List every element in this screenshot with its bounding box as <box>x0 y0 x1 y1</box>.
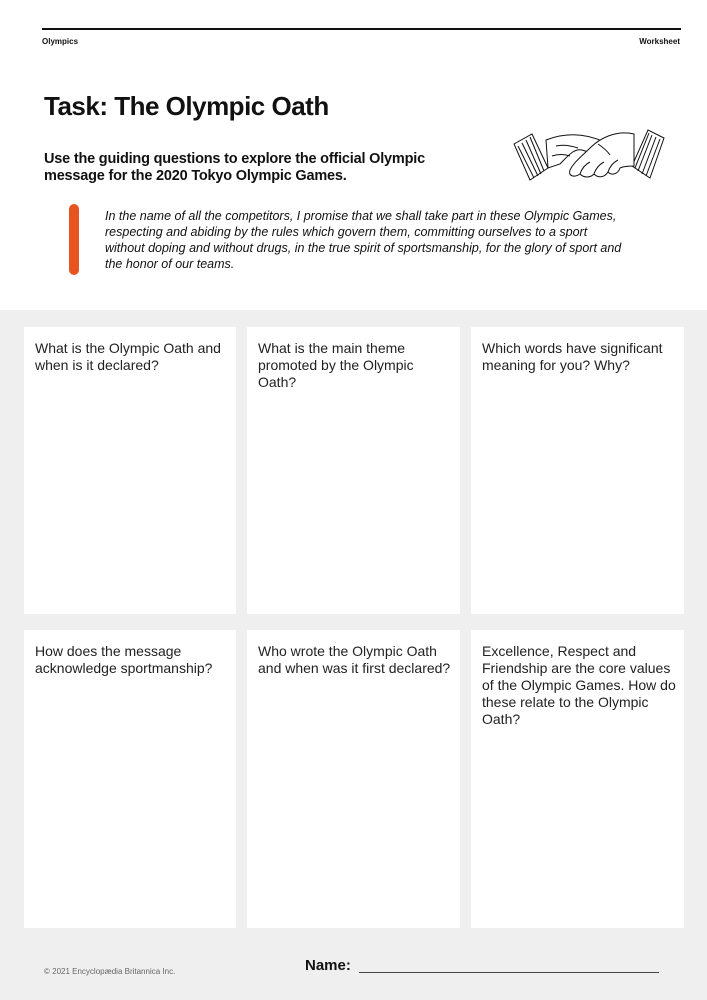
question-text: Who wrote the Olympic Oath and when was it first declared? <box>258 643 451 676</box>
olympic-oath-quote: In the name of all the competitors, I promise that we shall take part in these Olympic Games, respecting and abiding by the rules which govern them, committing ourselves to a sport without doping and without drugs, in the true spirit of sportsmanship, for the glory of sport and the honor of our teams. <box>105 209 622 271</box>
question-box-3[interactable] <box>471 327 684 614</box>
header-subject: Olympics <box>42 37 79 46</box>
header-type: Worksheet <box>639 37 680 46</box>
question-text: What is the main theme promoted by the Olympic Oath? <box>258 340 414 390</box>
question-text: What is the Olympic Oath and when is it declared? <box>35 340 221 373</box>
question-box-4[interactable] <box>24 630 236 928</box>
question-box-5[interactable] <box>247 630 460 928</box>
question-box-6[interactable] <box>471 630 684 928</box>
question-text: How does the message acknowledge sportmanship? <box>35 643 213 676</box>
copyright-notice: © 2021 Encyclopædia Britannica Inc. <box>44 967 176 976</box>
question-box-2[interactable] <box>247 327 460 614</box>
question-text: Excellence, Respect and Friendship are the core values of the Olympic Games. How do these relate to the Olympic Oath? <box>482 643 676 727</box>
question-text: Which words have significant meaning for you? Why? <box>482 340 663 373</box>
handshake-icon <box>512 126 666 186</box>
page-subtitle: Use the guiding questions to explore the official Olympic message for the 2020 Tokyo Olympic Games. <box>44 151 425 184</box>
page-title: Task: The Olympic Oath <box>44 91 329 121</box>
name-label: Name: <box>305 957 351 974</box>
question-box-1[interactable] <box>24 327 236 614</box>
name-input-line[interactable] <box>359 972 659 973</box>
quote-accent-bar <box>69 204 79 275</box>
top-rule <box>42 28 681 30</box>
